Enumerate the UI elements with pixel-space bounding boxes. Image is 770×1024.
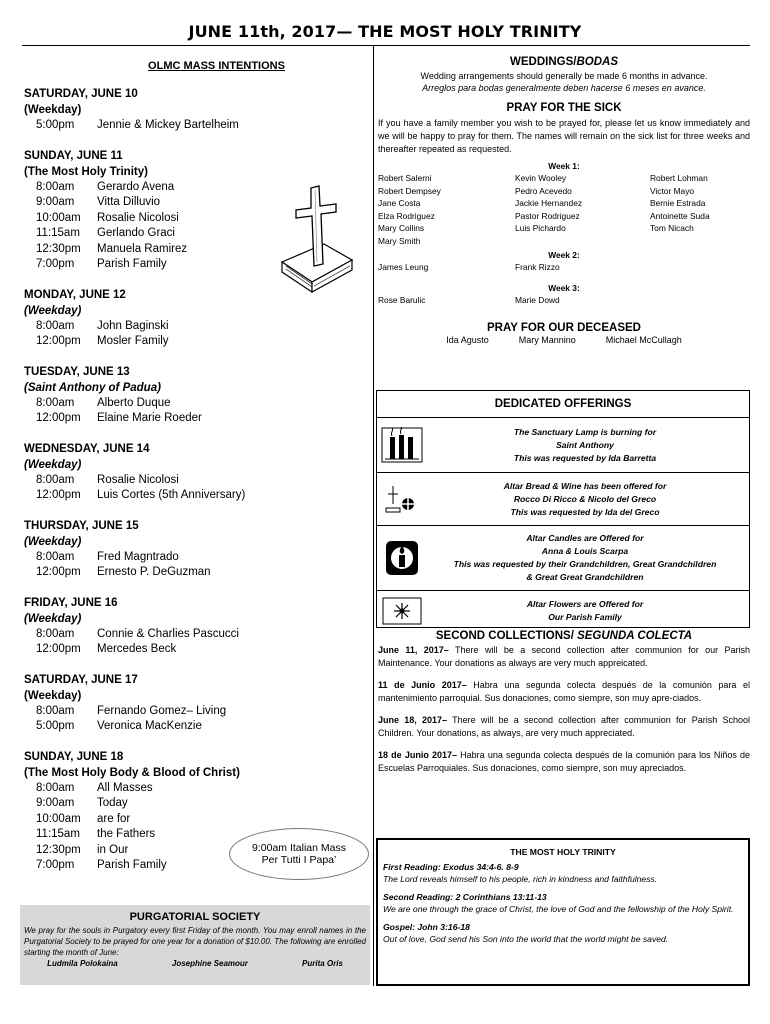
collections-list: [378, 644, 750, 775]
deceased-name: Mary Mannino: [518, 335, 576, 345]
mass-intention: in Our: [97, 843, 129, 856]
reading-label: First Reading: Exodus 34:4-6. 8-9: [383, 862, 519, 872]
weddings-heading-es: BODAS: [576, 56, 618, 68]
deceased-names: [378, 335, 750, 345]
italian-mass-line-1: 9:00am Italian Mass: [252, 842, 346, 854]
mass-intention: Today: [97, 797, 128, 809]
mass-row: [24, 642, 369, 658]
day-subtitle: (Weekday): [24, 304, 82, 317]
italian-mass-note: [229, 828, 369, 880]
mass-intention: Jennie & Mickey Bartelheim: [97, 119, 239, 131]
sick-name: Bernie Estrada: [650, 198, 706, 208]
mass-intention: Luis Cortes (5th Anniversary): [97, 489, 246, 501]
offering-sanctuary-lamp: [377, 418, 749, 473]
mass-intention: Connie & Charlies Pascucci: [97, 627, 239, 640]
collection-paragraph: [378, 749, 750, 775]
day-subtitle: (Saint Anthony of Padua): [24, 381, 161, 394]
sick-name: Antoinette Suda: [650, 210, 710, 221]
sick-name: Pastor Rodriguez: [515, 210, 580, 221]
day-block: [24, 441, 369, 504]
sick-name: Luis Pichardo: [515, 223, 566, 233]
collection-paragraph: [378, 644, 750, 670]
mass-time: 9:00am: [36, 196, 75, 208]
sick-week3-label: Week 3:: [548, 282, 580, 293]
reading-text: Out of love, God send his Son into the world that the world might be saved.: [383, 934, 669, 944]
day-subtitle: (Weekday): [24, 104, 82, 116]
mass-intention: All Masses: [97, 781, 153, 794]
dedicated-offerings: [376, 390, 750, 628]
purgatorial-heading: PURGATORIAL SOCIETY: [129, 911, 261, 923]
sick-name: Robert Salerni: [378, 173, 432, 183]
collections-heading-es: SEGUNDA COLECTA: [577, 630, 693, 642]
sick-name: Marie Dowd: [515, 294, 560, 305]
column-divider: [373, 46, 374, 986]
day-name: SUNDAY, JUNE 11: [24, 149, 123, 162]
sick-name: James Leung: [378, 262, 429, 272]
mass-time: 12:00pm: [36, 489, 81, 501]
sick-name: Robert Lohman: [650, 173, 708, 183]
collection-text: There will be a second collection after communion for Parish School Children. Your donations, as always, are very much appreciated.: [378, 715, 750, 738]
offering-line: Altar Candles are Offered for: [526, 533, 644, 543]
offering-candles: [377, 526, 749, 591]
mass-time: 5:00pm: [36, 720, 75, 732]
weddings-text-en: Wedding arrangements should generally be made 6 months in advance.: [420, 71, 708, 81]
offering-line: & Great Great Grandchildren: [526, 572, 644, 582]
mass-row: [24, 781, 369, 797]
offering-line: Altar Flowers are Offered for: [526, 599, 644, 609]
day-name: FRIDAY, JUNE 16: [24, 596, 118, 609]
mass-row: [24, 627, 369, 643]
collections-heading-en: SECOND COLLECTIONS/: [435, 630, 578, 642]
sick-name: [650, 294, 750, 307]
sick-name: Robert Dempsey: [378, 185, 441, 196]
day-subtitle: (The Most Holy Trinity): [24, 165, 148, 178]
mass-intention: Alberto Duque: [97, 396, 171, 409]
day-subtitle: (Weekday): [24, 535, 82, 548]
mass-intention: Veronica MacKenzie: [97, 720, 202, 732]
collection-text: Habra una segunda colecta después de la comunión para los Niños de Escuelas Parroquiales. Sus donaciones, como siempre, son muy apreciados.: [378, 750, 751, 773]
sick-name: Victor Mayo: [650, 185, 695, 196]
deceased-name: Michael McCullagh: [605, 335, 682, 345]
mass-intention: Manuela Ramirez: [97, 242, 188, 255]
mass-time: 12:00pm: [36, 412, 81, 424]
offering-line: Altar Bread & Wine has been offered for: [503, 480, 667, 491]
day-subtitle: (Weekday): [24, 612, 82, 625]
readings-heading: THE MOST HOLY TRINITY: [510, 847, 616, 857]
offering-line: Anna & Louis Scarpa: [541, 546, 629, 556]
mass-time: 8:00am: [36, 704, 75, 717]
mass-time: 8:00am: [36, 781, 75, 794]
mass-row: [24, 334, 369, 350]
mass-intention: Vitta Dilluvio: [97, 196, 161, 208]
day-name: TUESDAY, JUNE 13: [24, 365, 130, 378]
sick-name: [650, 235, 750, 248]
offering-line: Saint Anthony: [556, 439, 614, 450]
mass-row: [24, 319, 369, 335]
sick-name: Jackie Hernandez: [515, 198, 583, 208]
sick-name: Rose Barulic: [378, 294, 426, 305]
sick-name: Jane Costa: [378, 198, 421, 208]
mass-time: 10:00am: [36, 211, 81, 224]
mass-intention: Rosalie Nicolosi: [97, 473, 179, 486]
mass-intention: Gerlando Graci: [97, 227, 175, 239]
sick-name: Elza Rodriguez: [378, 210, 435, 221]
deceased-heading: PRAY FOR OUR DECEASED: [486, 322, 641, 334]
sanctuary-lamp-icon: [377, 427, 427, 463]
collection-date: June 11, 2017–: [378, 645, 449, 655]
mass-intention: Fred Magntrado: [97, 550, 179, 563]
reading-text: The Lord reveals himself to his people, rich in kindness and faithfulness.: [383, 874, 658, 884]
mass-time: 8:00am: [36, 396, 75, 409]
day-name: MONDAY, JUNE 12: [24, 288, 126, 301]
mass-time: 9:00am: [36, 797, 75, 809]
sick-name: [515, 235, 650, 248]
weddings-text-es: Arreglos para bodas generalmente deben hacerse 6 meses en avance.: [422, 83, 706, 93]
collections-heading: [378, 630, 750, 642]
mass-row: [24, 565, 369, 581]
offering-line: The Sanctuary Lamp is burning for: [513, 426, 657, 437]
purgatorial-name: Ludmila Polokaina: [47, 959, 118, 968]
sick-name: Mary Smith: [378, 235, 421, 246]
mass-row: [24, 411, 369, 427]
mass-time: 11:15am: [36, 227, 80, 239]
sick-name: [650, 261, 750, 274]
title-divider: [22, 45, 750, 46]
sick-week3-list: [378, 294, 750, 307]
mass-intention: Fernando Gomez– Living: [97, 704, 227, 717]
day-block: [24, 364, 369, 427]
collection-text: Habra una segunda colecta después de la comunión para el mantenimiento parroquial. Sus donaciones, como siempre, son muy apre-ciados.: [378, 680, 751, 703]
mass-row: [24, 118, 369, 134]
offerings-heading: DEDICATED OFFERINGS: [377, 391, 749, 418]
mass-row: [24, 719, 369, 735]
sick-name: Kevin Wooley: [515, 173, 567, 183]
mass-row: [24, 796, 369, 812]
right-column: [378, 56, 750, 345]
mass-time: 11:15am: [36, 828, 80, 840]
offering-line: This was requested by Ida del Greco: [510, 506, 660, 517]
weddings-heading-en: WEDDINGS/: [510, 56, 577, 68]
mass-time: 8:00am: [36, 473, 75, 486]
collection-date: 11 de Junio 2017–: [378, 680, 467, 690]
day-subtitle: (Weekday): [24, 689, 82, 702]
sick-name: Frank Rizzo: [515, 262, 560, 272]
italian-mass-line-2: Per Tutti I Papa’: [261, 854, 337, 866]
weddings-heading: [378, 56, 750, 68]
second-collections: [378, 630, 750, 775]
purgatorial-text: We pray for the souls in Purgatory every first Friday of the month. You may enroll names in the Purgatorial Society to be prayed for one year for a donation of $10.00. The following are enrolled starting the month of June:: [24, 926, 366, 957]
mass-time: 12:30pm: [36, 242, 81, 255]
purgatorial-society: [20, 905, 370, 985]
sick-name: Tom Nicach: [650, 223, 694, 233]
offering-text: [427, 426, 749, 465]
offering-line: Rocco Di Ricco & Nicolo del Greco: [513, 493, 657, 504]
deceased-name: Ida Agusto: [446, 335, 489, 345]
offering-text: [427, 480, 749, 519]
mass-time: 12:00pm: [36, 335, 81, 347]
mass-row: [24, 488, 369, 504]
offering-text: [427, 598, 749, 624]
day-block: [24, 672, 369, 735]
mass-time: 8:00am: [36, 550, 75, 563]
mass-intention: are for: [97, 812, 131, 825]
day-block: [24, 518, 369, 581]
mass-intention: Mercedes Beck: [97, 643, 177, 655]
mass-time: 12:00pm: [36, 643, 81, 655]
day-name: THURSDAY, JUNE 15: [24, 519, 139, 532]
cross-bible-icon: [278, 180, 354, 296]
mass-time: 5:00pm: [36, 119, 75, 131]
day-name: SATURDAY, JUNE 17: [24, 673, 138, 686]
reading-label: Gospel: John 3:16-18: [383, 922, 470, 932]
mass-intention: Parish Family: [97, 258, 167, 270]
sick-week1-list: [378, 172, 750, 247]
sick-text: If you have a family member you wish to be prayed for, please let us know immediately and we will be happy to pray for them. The names will remain on the sick list for three weeks and thereafter repeated as requested.: [378, 118, 750, 154]
sick-heading: PRAY FOR THE SICK: [506, 102, 622, 114]
mass-intention: Mosler Family: [97, 335, 169, 347]
mass-row: [24, 704, 369, 720]
mass-intention: Gerardo Avena: [97, 180, 175, 193]
collection-paragraph: [378, 714, 750, 740]
sick-name: Mary Collins: [378, 223, 425, 233]
mass-time: 7:00pm: [36, 258, 75, 270]
mass-intention: Parish Family: [97, 859, 167, 871]
mass-time: 12:00pm: [36, 566, 81, 578]
bread-wine-icon: [377, 482, 427, 516]
mass-intention: Elaine Marie Roeder: [97, 412, 202, 424]
day-name: SATURDAY, JUNE 10: [24, 88, 138, 100]
purgatorial-names: [20, 959, 370, 968]
flowers-icon: [377, 597, 427, 625]
sick-week2-label: Week 2:: [548, 250, 580, 260]
collection-date: June 18, 2017–: [378, 715, 448, 725]
day-subtitle: (The Most Holy Body & Blood of Christ): [24, 766, 240, 779]
sick-week2-list: [378, 261, 750, 274]
sick-name: Pedro Acevedo: [515, 185, 572, 196]
purgatorial-name: Purita Oris: [302, 959, 343, 968]
collection-text: There will be a second collection after communion for our Parish Maintenance. Your donations as always are very much appreicated.: [378, 645, 750, 668]
day-name: SUNDAY, JUNE 18: [24, 750, 124, 763]
mass-time: 7:00pm: [36, 859, 75, 871]
mass-intention: the Fathers: [97, 828, 156, 840]
mass-time: 8:00am: [36, 180, 75, 193]
mass-time: 10:00am: [36, 812, 81, 825]
day-block: [24, 86, 369, 134]
reading-label: Second Reading: 2 Corinthians 13:11-13: [383, 892, 547, 902]
mass-intentions-heading: OLMC MASS INTENTIONS: [148, 60, 285, 72]
day-subtitle: (Weekday): [24, 458, 82, 471]
candle-icon: [377, 540, 427, 576]
reading-text: We are one through the grace of Christ, the love of God and the fellowship of the Holy Spirit.: [383, 904, 734, 914]
offering-line: Our Parish Family: [548, 612, 622, 622]
mass-row: [24, 473, 369, 489]
day-name: WEDNESDAY, JUNE 14: [24, 442, 150, 455]
mass-row: [24, 550, 369, 566]
day-block: [24, 595, 369, 658]
mass-row: [24, 812, 369, 828]
offering-line: This was requested by their Grandchildren, Great Grandchildren: [453, 559, 717, 569]
mass-time: 8:00am: [36, 319, 75, 332]
readings-list: [383, 861, 743, 945]
readings-box: [376, 838, 750, 986]
offering-flowers: [377, 591, 749, 631]
offering-line: This was requested by Ida Barretta: [513, 452, 657, 463]
collection-paragraph: [378, 679, 750, 705]
mass-time: 8:00am: [36, 627, 75, 640]
sick-week1-label: Week 1:: [548, 161, 580, 171]
mass-intention: Rosalie Nicolosi: [97, 211, 179, 224]
mass-row: [24, 396, 369, 412]
page-title: JUNE 11th, 2017— THE MOST HOLY TRINITY: [188, 22, 582, 41]
collection-date: 18 de Junio 2017–: [378, 750, 457, 760]
offering-text: [427, 532, 749, 584]
purgatorial-name: Josephine Seamour: [171, 959, 248, 968]
offering-bread-wine: [377, 473, 749, 526]
mass-time: 12:30pm: [36, 843, 81, 856]
mass-intention: Ernesto P. DeGuzman: [97, 566, 211, 578]
mass-intention: John Baginski: [97, 319, 169, 332]
